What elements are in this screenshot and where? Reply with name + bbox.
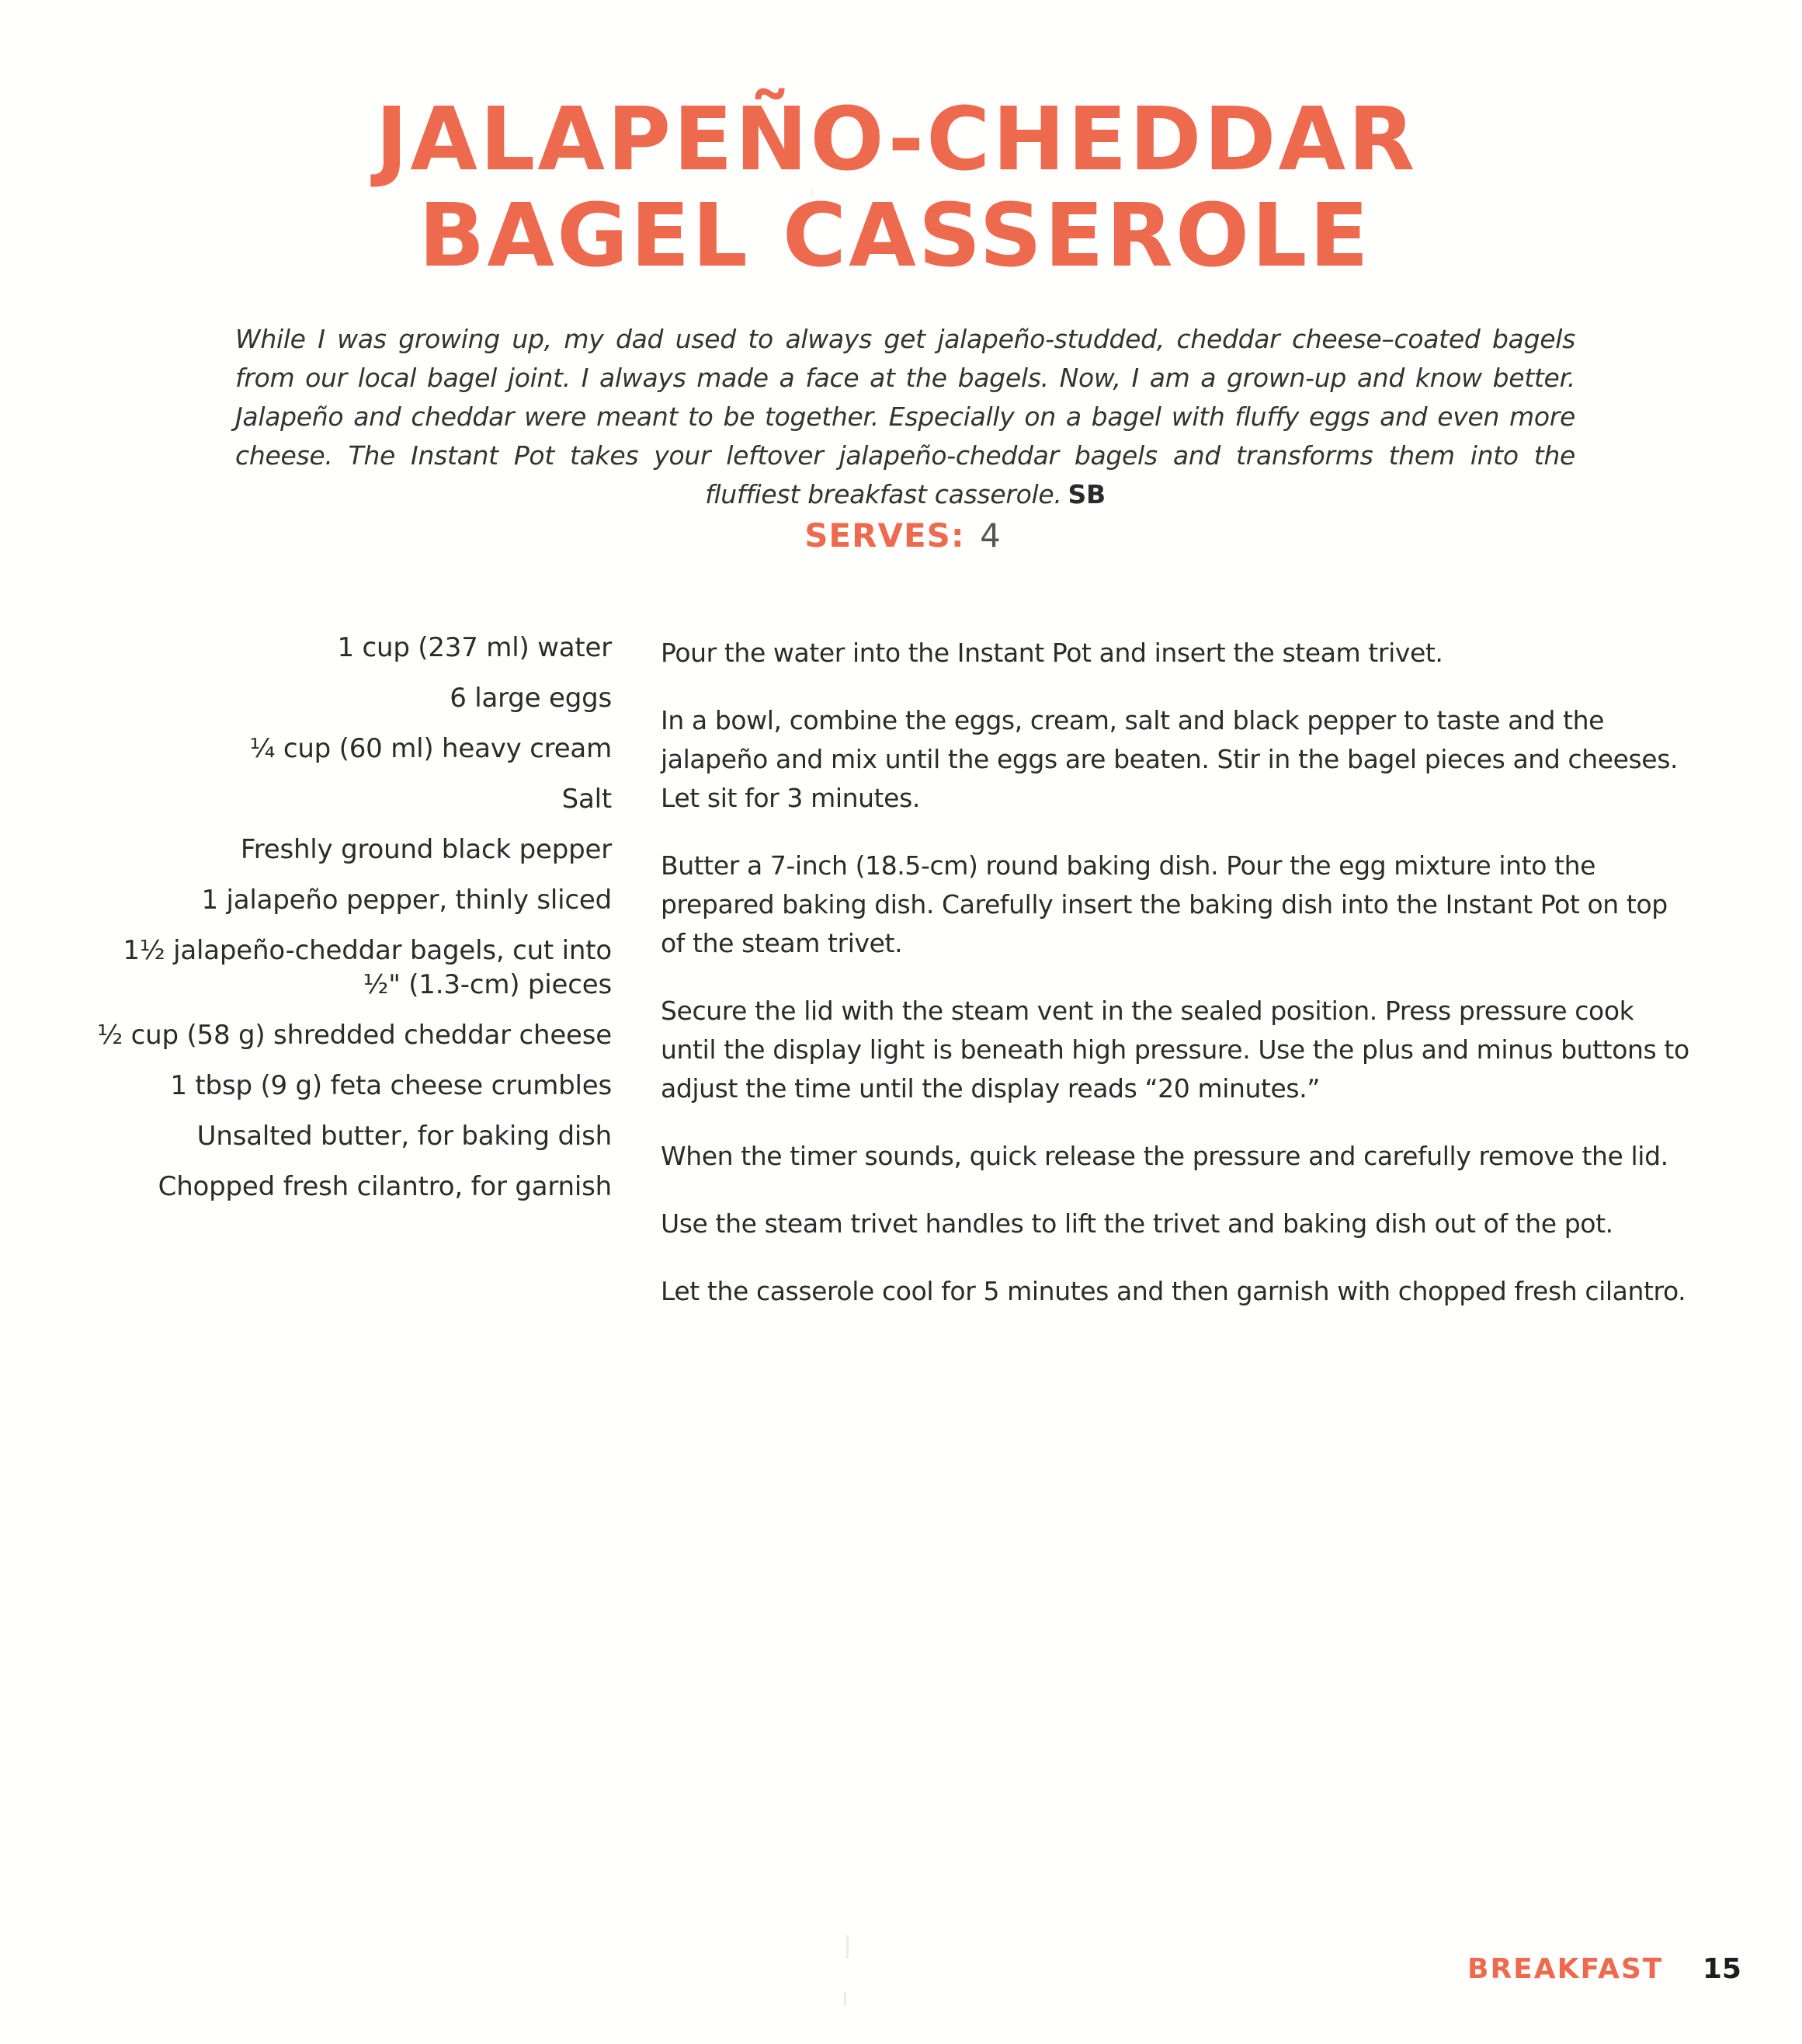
ingredient-item: Chopped fresh cilantro, for garnish bbox=[158, 1171, 612, 1202]
section-label: BREAKFAST bbox=[1467, 1953, 1664, 1985]
recipe-title-line-1: JALAPEÑO-CHEDDAR bbox=[375, 89, 1418, 190]
ingredient-item: ¼ cup (60 ml) heavy cream bbox=[249, 733, 612, 764]
instruction-step: When the timer sounds, quick release the pressure and carefully remove the lid. bbox=[661, 1141, 1668, 1171]
serves-value: 4 bbox=[980, 516, 1001, 554]
scan-artifact bbox=[844, 1992, 846, 2006]
scan-artifact bbox=[846, 1935, 849, 1959]
instruction-step: In a bowl, combine the eggs, cream, salt and black pepper to taste and the jalapeño and mix until the eggs are beaten. Stir in the bagel pieces and cheeses. Let sit for 3 minutes. bbox=[661, 705, 1679, 813]
ingredient-item: Salt bbox=[561, 784, 612, 815]
ingredient-item: 1 tbsp (9 g) feta cheese crumbles bbox=[170, 1070, 612, 1101]
scan-artifact bbox=[811, 186, 813, 197]
ingredient-item bbox=[93, 933, 612, 1002]
ingredient-item: 6 large eggs bbox=[450, 683, 612, 714]
ingredient-item: ½ cup (58 g) shredded cheddar cheese bbox=[97, 1020, 612, 1051]
ingredient-item-line-2: ½" (1.3-cm) pieces bbox=[363, 969, 612, 1000]
serves-line bbox=[2, 513, 1802, 559]
instruction-step: Butter a 7-inch (18.5-cm) round baking dish. Pour the egg mixture into the prepared baking dish. Carefully insert the baking dish into the Instant Pot on top of the steam trivet. bbox=[661, 850, 1668, 958]
ingredient-item-line-1: 1½ jalapeño-cheddar bagels, cut into bbox=[123, 935, 612, 966]
instruction-list bbox=[661, 634, 1693, 1340]
serves-label: SERVES: bbox=[804, 516, 965, 554]
instruction-step: Secure the lid with the steam vent in the sealed position. Press pressure cook until the display light is beneath high pressure. Use the plus and minus buttons to adjust the time until the display reads “20 minutes.” bbox=[661, 996, 1689, 1104]
ingredient-item: 1 jalapeño pepper, thinly sliced bbox=[201, 885, 612, 916]
author-initials: SB bbox=[1068, 479, 1106, 509]
instruction-step: Let the casserole cool for 5 minutes and then garnish with chopped fresh cilantro. bbox=[661, 1276, 1686, 1306]
instruction-step: Pour the water into the Instant Pot and insert the steam trivet. bbox=[661, 638, 1443, 668]
page-footer bbox=[1467, 1952, 1741, 1987]
recipe-intro-text: While I was growing up, my dad used to always get jalapeño-studded, cheddar cheese–coated bagels from our local bagel joint. I always made a face at the bagels. Now, I am a grown-up and know better. Jalapeño and cheddar were meant to be together. Especially on a bagel with fluffy eggs and even more cheese. The Instant Pot takes your leftover jalapeño-cheddar bagels and transforms them into the fluffiest breakfast casserole. bbox=[235, 324, 1575, 509]
ingredient-item: Unsalted butter, for baking dish bbox=[196, 1121, 612, 1152]
recipe-intro bbox=[235, 320, 1575, 514]
instruction-step: Use the steam trivet handles to lift the trivet and baking dish out of the pot. bbox=[661, 1208, 1613, 1239]
page-number: 15 bbox=[1702, 1953, 1741, 1985]
ingredient-item: 1 cup (237 ml) water bbox=[337, 632, 612, 663]
recipe-title bbox=[0, 89, 1802, 287]
ingredient-item: Freshly ground black pepper bbox=[240, 834, 612, 865]
ingredient-list bbox=[93, 631, 612, 1220]
recipe-title-line-2: BAGEL CASSEROLE bbox=[418, 186, 1371, 287]
